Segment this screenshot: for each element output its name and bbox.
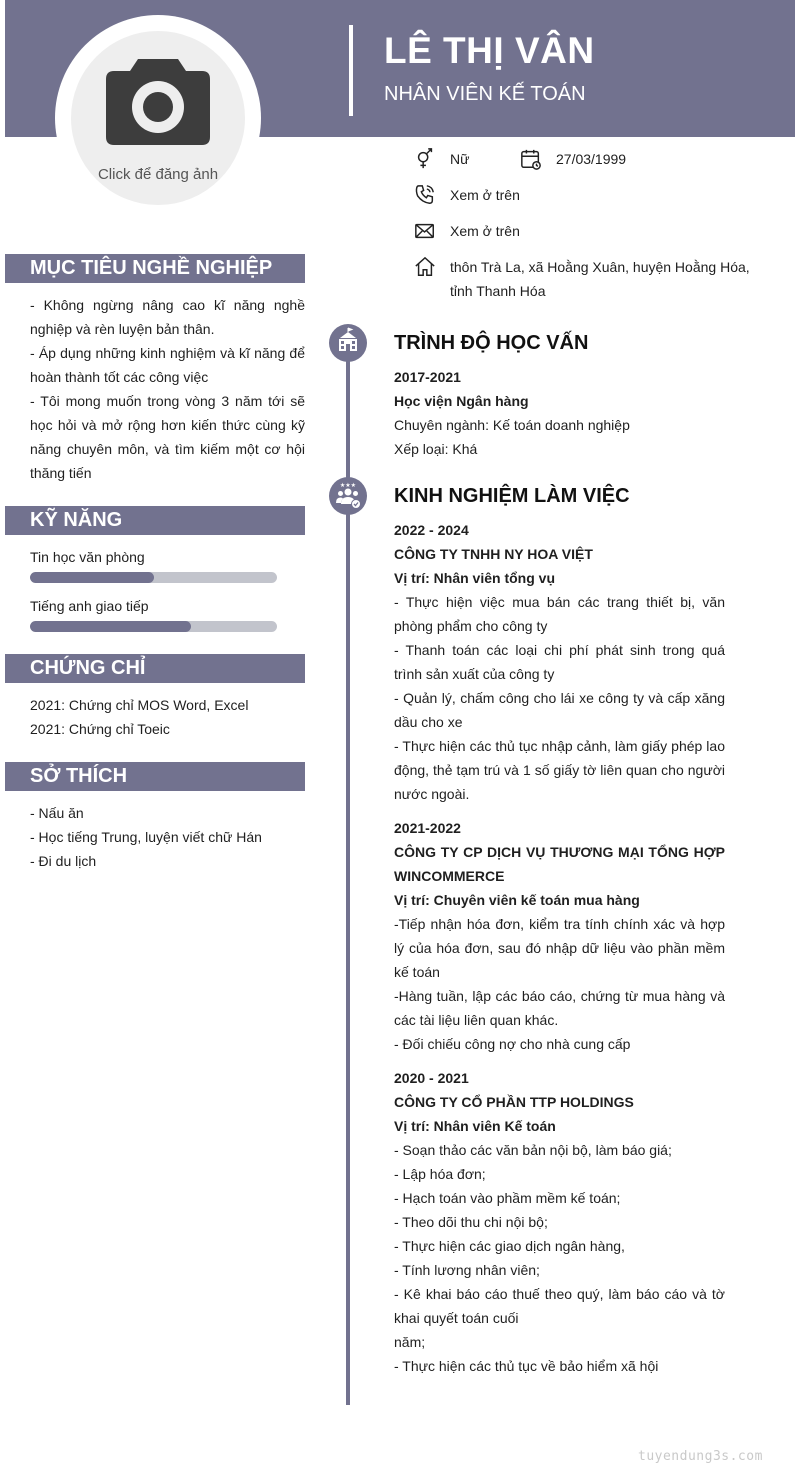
hobby-item: - Đi du lịch bbox=[30, 853, 97, 869]
job-duty: - Thực hiện các giao dịch ngân hàng, bbox=[394, 1238, 625, 1254]
svg-text:★★★: ★★★ bbox=[339, 482, 357, 489]
job-company: CÔNG TY TNHH NY HOA VIỆT bbox=[394, 546, 593, 562]
job-position: Vị trí: Nhân viên Kế toán bbox=[394, 1118, 556, 1134]
job-duty: - Thực hiện việc mua bán các trang thiết bị, văn phòng phẩm cho công ty bbox=[394, 594, 725, 634]
job-company: CÔNG TY CP DỊCH VỤ THƯƠNG MẠI TỔNG HỢP WINCOMMERCE bbox=[394, 844, 725, 884]
education-heading: TRÌNH ĐỘ HỌC VẤN bbox=[394, 332, 589, 354]
gender-row bbox=[414, 147, 520, 171]
watermark: tuyendung3s.com bbox=[638, 1449, 763, 1464]
address-line-1: thôn Trà La, xã Hoằng Xuân, huyện Hoằng Hóa, bbox=[450, 259, 750, 275]
job-duty: -Hàng tuần, lập các báo cáo, chứng từ mua hàng và các tài liệu liên quan khác. bbox=[394, 988, 725, 1028]
skill-label: Tiếng anh giao tiếp bbox=[30, 598, 149, 614]
avatar-placeholder[interactable] bbox=[71, 31, 245, 205]
job-duty: - Thanh toán các loại chi phí phát sinh trong quá trình sản xuất của công ty bbox=[394, 642, 725, 682]
skill-bar-fill bbox=[30, 621, 191, 632]
candidate-name: LÊ THỊ VÂN bbox=[384, 30, 595, 71]
education-major: Chuyên ngành: Kế toán doanh nghiệp bbox=[394, 417, 630, 433]
team-icon bbox=[329, 477, 367, 515]
skill-bar bbox=[30, 572, 277, 583]
job-block bbox=[394, 518, 725, 1378]
objective-item: - Áp dụng những kinh nghiệm và kĩ năng để hoàn thành tốt các công việc bbox=[30, 345, 305, 385]
email-row bbox=[414, 219, 520, 243]
candidate-title: NHÂN VIÊN KẾ TOÁN bbox=[384, 83, 586, 105]
education-grade: Xếp loại: Khá bbox=[394, 441, 478, 457]
gender-value: Nữ bbox=[450, 151, 470, 167]
objective-text bbox=[30, 293, 305, 485]
job-position: Vị trí: Chuyên viên kế toán mua hàng bbox=[394, 892, 640, 908]
avatar[interactable] bbox=[55, 15, 261, 221]
job-duty: - Thực hiện các thủ tục về bảo hiểm xã hội bbox=[394, 1358, 659, 1374]
objective-item: - Tôi mong muốn trong vòng 3 năm tới sẽ học hỏi và mở rộng hơn kiến thức cùng kỹ năng chuyên môn, và tìm kiếm một cơ hội thăng tiến bbox=[30, 393, 305, 481]
skill-bar-fill bbox=[30, 572, 154, 583]
job-period: 2021-2022 bbox=[394, 820, 461, 836]
certificate-item: 2021: Chứng chỉ MOS Word, Excel bbox=[30, 697, 249, 713]
birthday-value: 27/03/1999 bbox=[556, 151, 627, 167]
phone-value: Xem ở trên bbox=[450, 187, 520, 203]
address-row bbox=[414, 255, 750, 303]
certificates-list bbox=[30, 693, 305, 741]
job-duty: - Đối chiếu công nợ cho nhà cung cấp bbox=[394, 1036, 631, 1052]
phone-row bbox=[414, 183, 520, 207]
certificate-item: 2021: Chứng chỉ Toeic bbox=[30, 721, 170, 737]
job-duty: - Soạn thảo các văn bản nội bộ, làm báo giá; bbox=[394, 1142, 672, 1158]
job-position: Vị trí: Nhân viên tổng vụ bbox=[394, 570, 556, 586]
job-duty: - Theo dõi thu chi nội bộ; bbox=[394, 1214, 548, 1230]
hobby-item: - Học tiếng Trung, luyện viết chữ Hán bbox=[30, 829, 262, 845]
education-school: Học viện Ngân hàng bbox=[394, 393, 529, 409]
job-company: CÔNG TY CỔ PHẦN TTP HOLDINGS bbox=[394, 1094, 634, 1110]
job-duty: -Tiếp nhận hóa đơn, kiểm tra tính chính xác và hợp lý của hóa đơn, sau đó nhập dữ liệu vào phần mềm kế toán bbox=[394, 916, 725, 980]
envelope-icon bbox=[414, 220, 436, 242]
job-period: 2022 - 2024 bbox=[394, 522, 469, 538]
experience-heading: KINH NGHIỆM LÀM VIỆC bbox=[394, 485, 630, 507]
certificates-heading: CHỨNG CHỈ bbox=[5, 654, 305, 683]
job-duty: - Tính lương nhân viên; bbox=[394, 1262, 540, 1278]
header-divider bbox=[349, 25, 353, 116]
job-duty: - Quản lý, chấm công cho lái xe công ty và cấp xăng dầu cho xe bbox=[394, 690, 725, 730]
objective-item: - Không ngừng nâng cao kĩ năng nghề nghiệp và rèn luyện bản thân. bbox=[30, 297, 305, 337]
job-duty: - Kê khai báo cáo thuế theo quý, làm báo cáo và tờ khai quyết toán cuối bbox=[394, 1286, 725, 1326]
skills-heading: KỸ NĂNG bbox=[5, 506, 305, 535]
job-duty: - Thực hiện các thủ tục nhập cảnh, làm giấy phép lao động, thẻ tạm trú và 1 số giấy tờ liên quan cho người nước ngoài. bbox=[394, 738, 725, 802]
address-value bbox=[450, 255, 750, 303]
hobbies-list bbox=[30, 801, 305, 873]
home-icon bbox=[414, 256, 436, 278]
gender-icon bbox=[414, 148, 436, 170]
job-duty: - Hạch toán vào phầm mềm kế toán; bbox=[394, 1190, 621, 1206]
hobby-item: - Nấu ăn bbox=[30, 805, 84, 821]
education-period: 2017-2021 bbox=[394, 369, 461, 385]
address-line-2: tỉnh Thanh Hóa bbox=[450, 283, 546, 299]
job-duty: - Lập hóa đơn; bbox=[394, 1166, 486, 1182]
avatar-upload-caption[interactable]: Click để đăng ảnh bbox=[97, 166, 219, 183]
email-value: Xem ở trên bbox=[450, 223, 520, 239]
objective-heading: MỤC TIÊU NGHỀ NGHIỆP bbox=[5, 254, 305, 283]
phone-icon bbox=[414, 184, 436, 206]
skill-bar bbox=[30, 621, 277, 632]
skill-label: Tin học văn phòng bbox=[30, 549, 145, 565]
job-period: 2020 - 2021 bbox=[394, 1070, 469, 1086]
education-block bbox=[394, 365, 725, 461]
calendar-icon bbox=[520, 148, 542, 170]
job-duty: năm; bbox=[394, 1334, 426, 1350]
hobbies-heading: SỞ THÍCH bbox=[5, 762, 305, 791]
camera-icon bbox=[106, 55, 210, 145]
birthday-row bbox=[520, 147, 626, 171]
school-icon bbox=[329, 324, 367, 362]
